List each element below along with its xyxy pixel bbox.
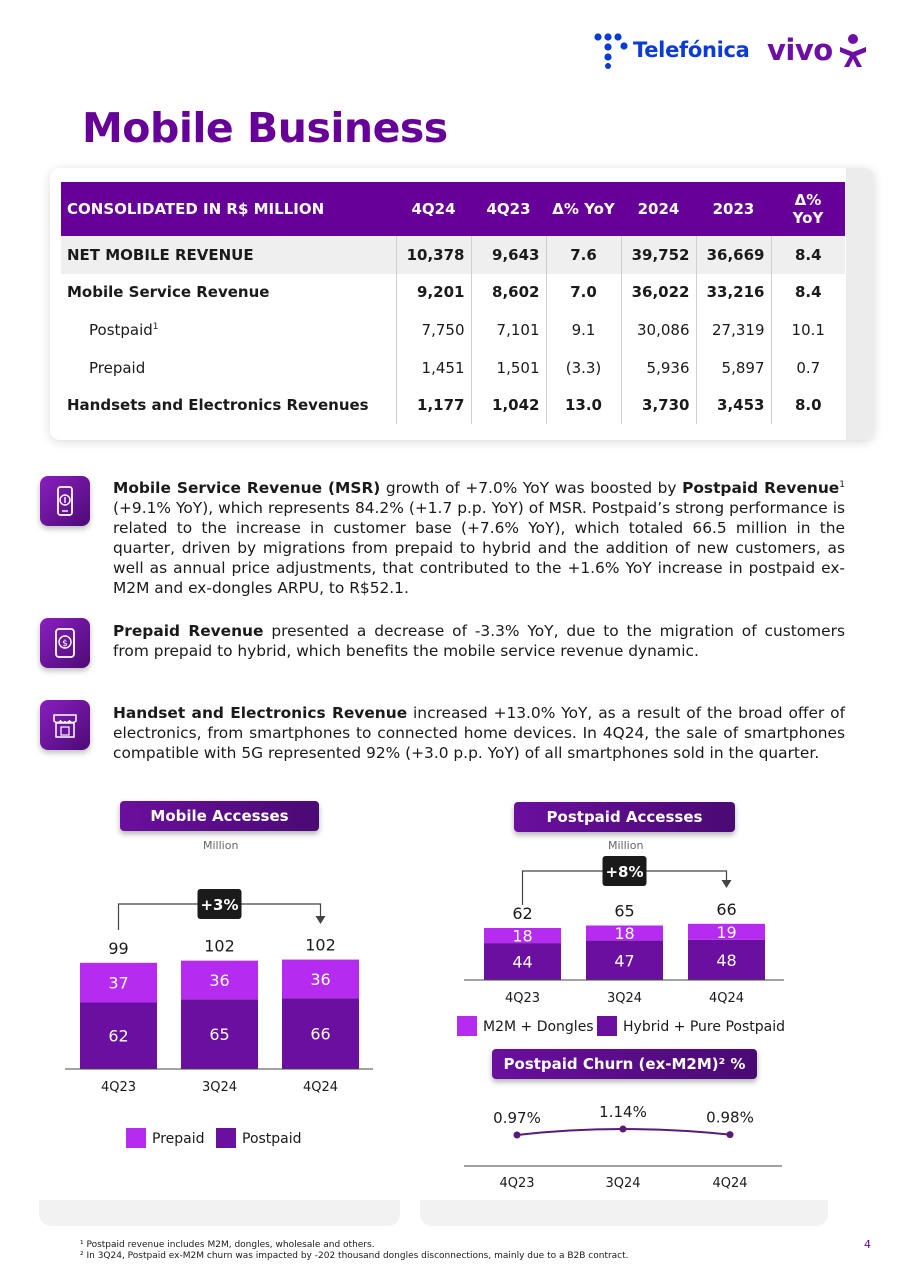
growth-label: +3%	[200, 896, 239, 914]
cell: 8.0	[794, 396, 822, 415]
footnotes	[80, 1240, 629, 1262]
footnote-ref: 1	[839, 480, 845, 490]
bar-value-label: 66	[310, 1024, 331, 1044]
bar-value-label: 36	[209, 970, 230, 990]
bar-value-label: 18	[614, 924, 635, 944]
cell: 1,042	[471, 386, 546, 424]
churn-title: Postpaid Churn (ex-M2M)² %	[492, 1049, 757, 1079]
footnote-1: ¹ Postpaid revenue includes M2M, dongles, wholesale and others.	[80, 1240, 375, 1250]
col-header: 4Q24	[396, 182, 471, 236]
prepaid-paragraph	[113, 621, 845, 661]
cell: 33,216	[696, 274, 771, 312]
bar-total-label: 99	[108, 938, 129, 958]
legend-label: M2M + Dongles	[483, 1019, 594, 1035]
cell: 39,752	[621, 236, 696, 274]
churn-value-label: 0.98%	[706, 1108, 754, 1127]
row-label: Prepaid	[61, 349, 396, 387]
postpaid-accesses-unit: Million	[608, 839, 644, 852]
bar-value-label: 48	[716, 950, 737, 970]
handset-bold: Handset and Electronics Revenue	[113, 704, 408, 722]
legend-swatch	[457, 1016, 477, 1036]
cell: 1,451	[396, 349, 471, 387]
churn-point	[514, 1132, 521, 1139]
x-tick-label: 4Q23	[100, 1080, 137, 1095]
mobile-accesses-unit: Million	[203, 839, 239, 852]
msr-text-1: growth of +7.0% YoY was boosted by	[380, 479, 683, 498]
growth-label: +8%	[605, 863, 644, 881]
cell: (3.3)	[546, 349, 621, 387]
bar-value-label: 37	[108, 973, 129, 993]
cell: 0.7	[796, 358, 821, 377]
mobile-accesses-title: Mobile Accesses	[120, 801, 319, 831]
legend-label: Prepaid	[152, 1131, 205, 1147]
col-header: 4Q23	[471, 182, 546, 236]
legend-swatch	[126, 1128, 146, 1148]
cell: 1,501	[471, 349, 546, 387]
page-number: 4	[864, 1238, 871, 1251]
telefonica-logo-text: Telefónica	[633, 38, 750, 62]
x-tick-label: 4Q24	[302, 1080, 339, 1095]
mobile-revenue-icon	[40, 476, 90, 526]
table-row	[61, 349, 845, 387]
revenue-table	[61, 182, 845, 424]
bar-value-label: 65	[209, 1025, 230, 1045]
bar-value-label: 18	[512, 926, 533, 946]
bar-total-label: 65	[614, 901, 635, 921]
msr-bold: Mobile Service Revenue (MSR)	[113, 479, 381, 498]
col-header: 2023	[696, 182, 771, 236]
vivo-figure-icon	[838, 34, 868, 68]
col-header: Δ% YoY	[546, 182, 621, 236]
bar-total-label: 102	[305, 935, 336, 955]
row-label: NET MOBILE REVENUE	[61, 236, 396, 274]
svg-text:$: $	[62, 639, 68, 649]
cell: 7.6	[546, 236, 621, 274]
cell: 9,201	[396, 274, 471, 312]
footnote-2: ² In 3Q24, Postpaid ex-M2M churn was impacted by -202 thousand dongles disconnections, mainly due to a B2B contract.	[80, 1251, 629, 1261]
col-header: CONSOLIDATED IN R$ MILLION	[61, 182, 396, 236]
table-row	[61, 274, 845, 312]
cell: 8.4	[771, 236, 845, 274]
cell: 7,750	[396, 311, 471, 349]
store-icon	[40, 700, 90, 750]
legend-swatch	[597, 1016, 617, 1036]
cell: 9,643	[471, 236, 546, 274]
page-title: Mobile Business	[82, 104, 448, 152]
prepaid-bold: Prepaid Revenue	[113, 622, 264, 640]
bar-value-label: 36	[310, 969, 331, 989]
cell: 9.1	[546, 311, 621, 349]
x-tick-label: 4Q24	[708, 991, 745, 1006]
cell: 10.1	[791, 320, 825, 339]
handset-paragraph	[113, 703, 845, 763]
x-tick-label: 4Q23	[499, 1176, 535, 1191]
postpaid-accesses-title: Postpaid Accesses	[514, 802, 735, 832]
prepaid-revenue-icon	[40, 618, 90, 668]
growth-arrow-icon	[722, 880, 732, 888]
cell: 10,378	[396, 236, 471, 274]
postpaid-revenue-bold: Postpaid Revenue	[682, 479, 840, 498]
cell: 36,022	[621, 274, 696, 312]
vivo-logo-text: vivo	[767, 33, 833, 67]
churn-point	[727, 1131, 734, 1138]
col-header: 2024	[621, 182, 696, 236]
x-tick-label: 3Q24	[606, 991, 643, 1006]
churn-chart	[420, 1090, 828, 1200]
churn-value-label: 0.97%	[493, 1109, 541, 1127]
churn-point	[620, 1126, 627, 1133]
legend-swatch	[216, 1128, 236, 1148]
bar-total-label: 102	[204, 936, 235, 956]
bar-value-label: 19	[716, 922, 737, 942]
growth-arrow-icon	[316, 916, 326, 924]
cell: 5,936	[621, 349, 696, 387]
bar-value-label: 47	[614, 951, 635, 971]
telefonica-logo-icon	[594, 33, 628, 69]
cell: 8.4	[794, 283, 822, 302]
col-header: Δ% YoY	[771, 182, 845, 236]
footnote-ref: 1	[152, 321, 159, 332]
cell: 5,897	[696, 349, 771, 387]
legend-label: Postpaid	[242, 1131, 302, 1147]
x-tick-label: 4Q23	[504, 991, 541, 1006]
prepaid-text: presented a decrease of -3.3% YoY, due to the migration of customers from prepaid to hybrid, which benefits the mobile service revenue dynamic.	[113, 622, 845, 660]
handset-text: increased +13.0% YoY, as a result of the broad offer of electronics, from smartphones to connected home devices. In 4Q24, the sale of smartphones compatible with 5G represented 92% (+3.0 p.p. YoY) of all smartphones sold in the quarter.	[113, 704, 845, 762]
cell: 13.0	[546, 386, 621, 424]
msr-text-2: (+9.1% YoY), which represents 84.2% (+1.7 p.p. YoY) of MSR. Postpaid’s strong performance is related to the increase in customer base (+7.6% YoY), which totaled 66.5 million in the quarter, driven by migrations from prepaid to hybrid and the addition of new customers, as well as annual price adjustments, that contributed to the +1.6% YoY increase in postpaid ex-M2M and ex-dongles ARPU, to R$52.1.	[113, 499, 845, 598]
legend-label: Hybrid + Pure Postpaid	[623, 1019, 785, 1035]
msr-paragraph	[113, 475, 845, 598]
cell: 3,730	[621, 386, 696, 424]
row-label: Mobile Service Revenue	[61, 274, 396, 312]
table-header-row	[61, 182, 845, 236]
mobile-accesses-chart	[39, 850, 400, 1170]
bar-value-label: 62	[108, 1026, 129, 1046]
cell: 36,669	[696, 236, 771, 274]
table-row	[61, 236, 845, 274]
table-row	[61, 386, 845, 424]
cell: 3,453	[696, 386, 771, 424]
churn-value-label: 1.14%	[599, 1103, 647, 1122]
row-label-text: Postpaid	[89, 320, 153, 339]
cell: 7.0	[546, 274, 621, 312]
cell: 30,086	[621, 311, 696, 349]
cell: 27,319	[696, 311, 771, 349]
row-label	[61, 311, 396, 349]
cell: 8,602	[471, 274, 546, 312]
cell: 1,177	[396, 386, 471, 424]
bar-total-label: 62	[512, 904, 533, 924]
bar-value-label: 44	[512, 952, 533, 972]
table-row	[61, 311, 845, 349]
postpaid-accesses-chart	[420, 850, 828, 1040]
cell: 7,101	[471, 311, 546, 349]
x-tick-label: 4Q24	[712, 1176, 748, 1191]
bar-total-label: 66	[716, 899, 737, 919]
x-tick-label: 3Q24	[201, 1080, 238, 1095]
x-tick-label: 3Q24	[605, 1176, 641, 1191]
row-label: Handsets and Electronics Revenues	[61, 386, 396, 424]
